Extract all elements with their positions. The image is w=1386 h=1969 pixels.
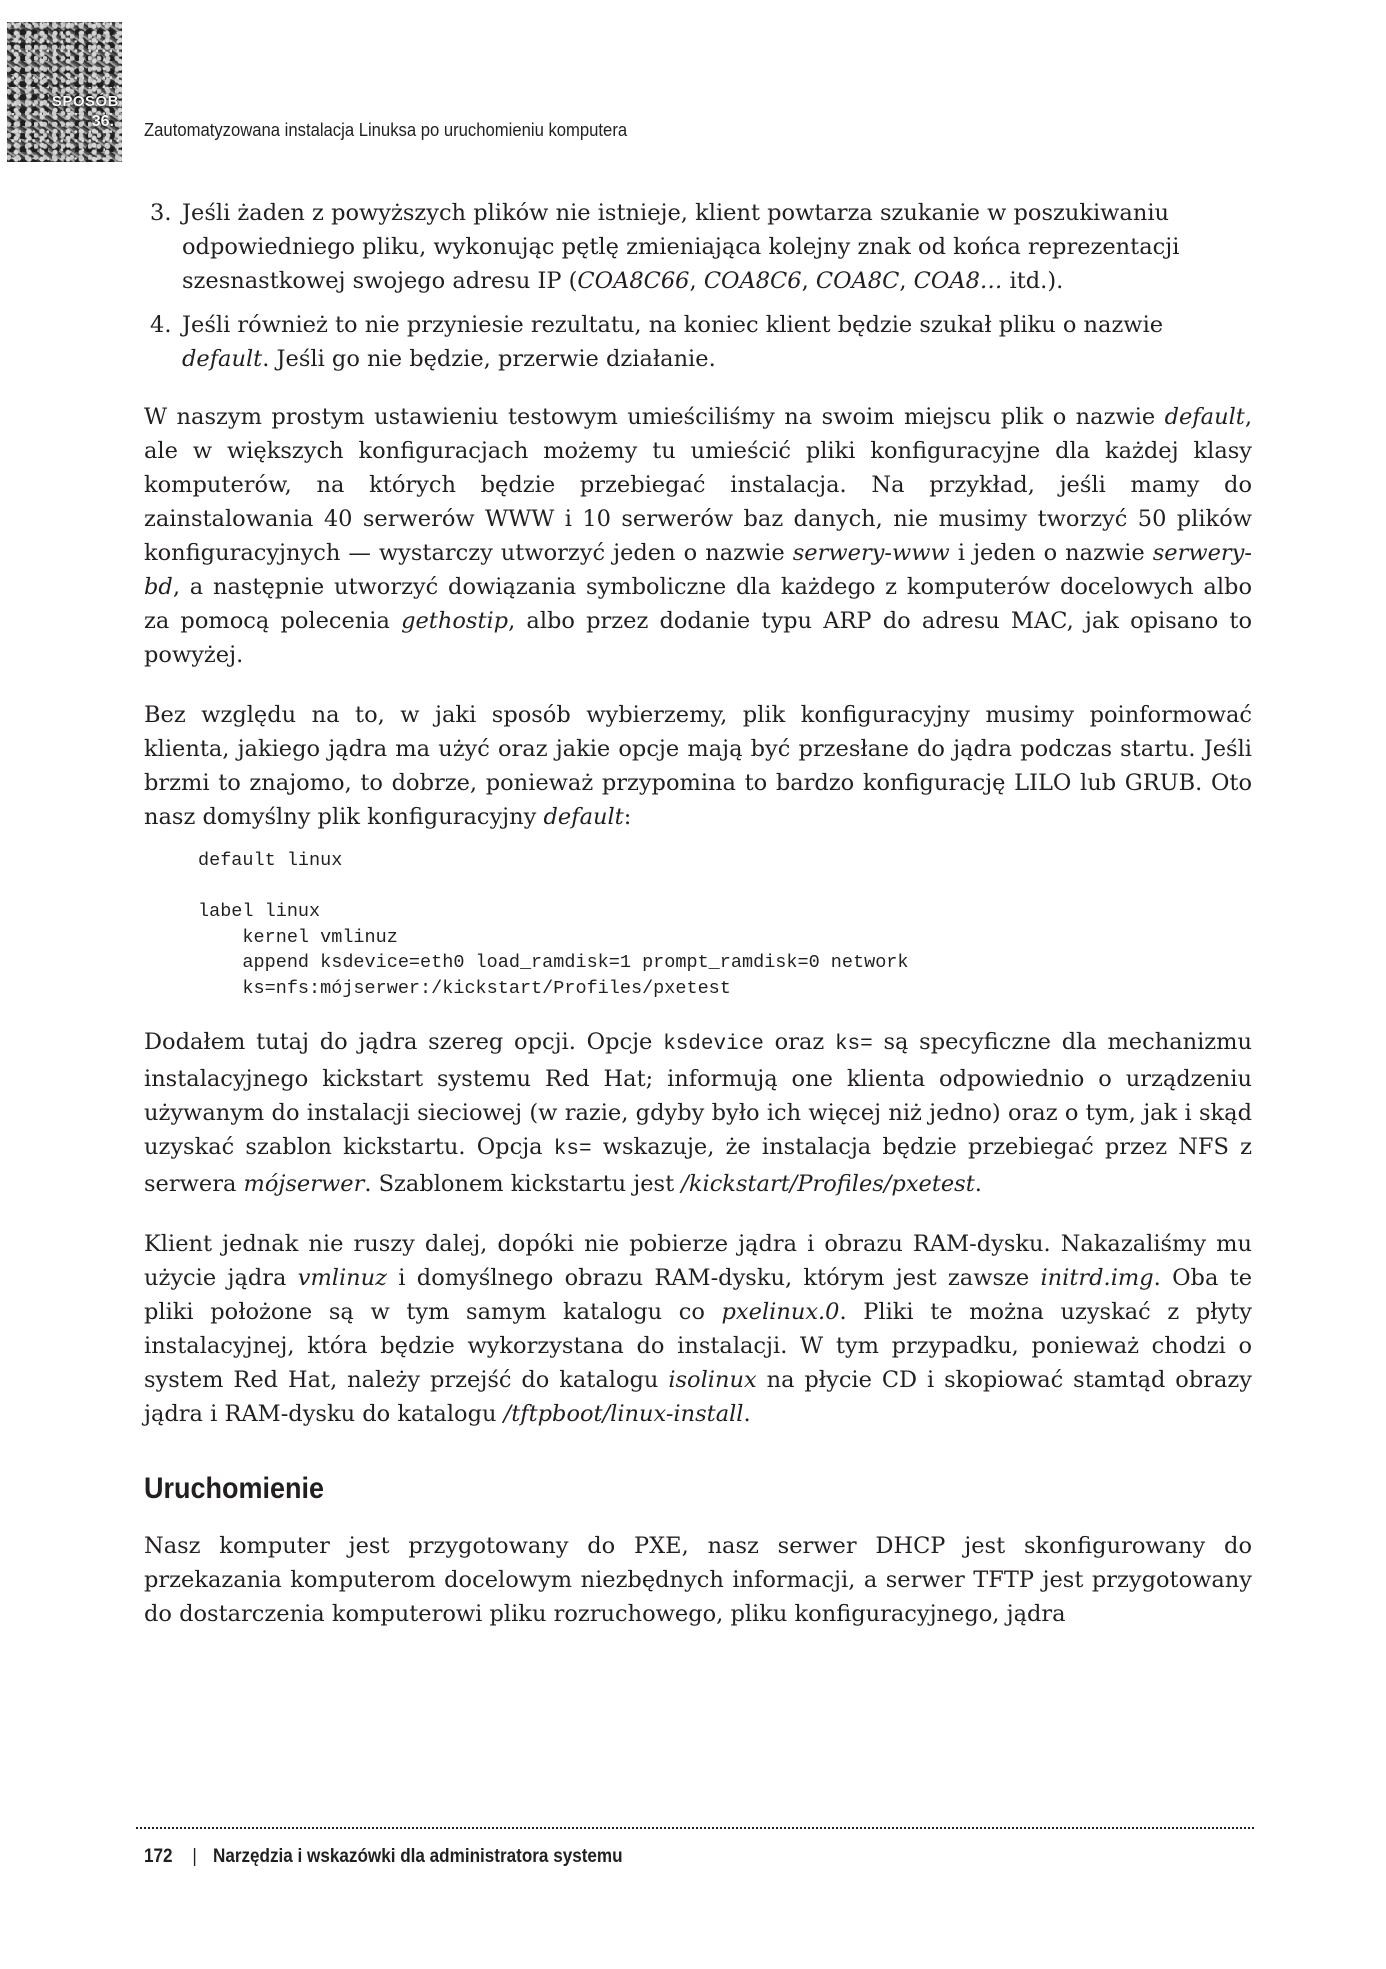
text-run: i domyślnego obrazu RAM-dysku, którym jest zawsze: [387, 1265, 1041, 1291]
italic-term: serwery-bd: [144, 540, 1252, 600]
text-run: .: [743, 1401, 751, 1427]
italic-term: serwery-www: [792, 540, 950, 566]
text-run: , a następnie utworzyć dowiązania symboliczne dla każdego z komputerów docelowych albo za pomocą polecenia: [144, 574, 1252, 634]
section-heading: Uruchomienie: [144, 1472, 325, 1505]
text-run: i jeden o nazwie: [949, 540, 1153, 566]
text-run: . Szablonem kickstartu jest: [364, 1171, 682, 1197]
text-run: . Oba te pliki położone są w tym samym katalogu co: [144, 1265, 1253, 1325]
text-run: :: [623, 804, 632, 830]
italic-term: /tftpboot/linux-install: [503, 1401, 744, 1427]
text-run: na płycie CD i skopiować stamtąd obrazy jądra i RAM-dysku do katalogu: [144, 1367, 1252, 1427]
text-run: ,: [801, 268, 816, 294]
paragraph: Nasz komputer jest przygotowany do PXE, nasz serwer DHCP jest skonfigurowany do przekazania komputerom docelowym niezbędnych informacji, a serwer TFTP jest przygotowany do dostarczenia komputerowi pliku rozruchowego, pliku konfiguracyjnego, jądra: [144, 1533, 1252, 1627]
paragraph: [144, 400, 1252, 672]
text-run: . Pliki te można uzyskać z płyty instalacyjnej, która będzie wykorzystana do instalacji. W tym przypadku, ponieważ chodzi o system Red Hat, należy przejść do katalogu: [144, 1299, 1252, 1393]
italic-term: gethostip: [401, 608, 509, 634]
text-run: . Jeśli go nie będzie, przerwie działanie.: [262, 346, 716, 372]
text-run: Jeśli również to nie przyniesie rezultatu, na koniec klient będzie szukał pliku o nazwie: [182, 312, 1164, 338]
page-content: [144, 196, 1252, 1657]
italic-term: COA8C6: [703, 268, 802, 294]
text-run: ,: [689, 268, 704, 294]
book-title: Narzędzia i wskazówki dla administratora systemu: [212, 1846, 623, 1867]
sposob-badge: [7, 22, 122, 162]
text-run: Bez względu na to, w jaki sposób wybierzemy, plik konfiguracyjny musimy poinformować klienta, jakiego jądra ma użyć oraz jakie opcje mają być przesłane do jądra podczas startu. Jeśli brzmi to znajomo, to dobrze, ponieważ przypomina to bardzo konfigurację LILO lub GRUB. Oto nasz domyślny plik konfiguracyjny: [144, 702, 1252, 830]
text-run: są specyficzne dla mechanizmu instalacyjnego kickstart systemu Red Hat; informują one klienta odpowiednio o urządzeniu używanym do instalacji sieciowej (w razie, gdyby było ich więcej niż jedno) oraz o tym, jak i skąd uzyskać szablon kickstartu. Opcja: [144, 1029, 1252, 1160]
footer-divider: [136, 1827, 1254, 1829]
list-item-number: 3.: [150, 200, 172, 226]
italic-term: /kickstart/Profiles/pxetest: [681, 1171, 975, 1197]
paragraph: [144, 1025, 1252, 1201]
badge-number: 36.: [91, 113, 114, 130]
text-run: oraz: [763, 1029, 835, 1055]
italic-term: COA8…: [913, 268, 1003, 294]
footer-separator: |: [192, 1846, 197, 1867]
text-run: ,: [899, 268, 914, 294]
italic-term: default: [543, 804, 624, 830]
badge-label: SPOSÓB: [51, 93, 119, 110]
text-run: , ale w większych konfiguracjach możemy tu umieścić pliki konfiguracyjne dla każdej klasy komputerów, na których będzie przebiegać instalacja. Na przykład, jeśli mamy do zainstalowania 40 serwerów WWW i 10 serwerów baz danych, nie musimy tworzyć 50 plików konfiguracyjnych — wystarczy utworzyć jeden o nazwie: [144, 404, 1252, 566]
list-item: [144, 308, 1252, 376]
text-run: Jeśli żaden z powyższych plików nie istnieje, klient powtarza szukanie w poszukiwaniu odpowiedniego pliku, wykonując pętlę zmieniająca kolejny znak od końca reprezentacji szesnastkowej swojego adresu IP (: [182, 200, 1180, 294]
list-item: [144, 196, 1252, 298]
italic-term: isolinux: [668, 1367, 757, 1393]
text-run: Dodałem tutaj do jądra szereg opcji. Opcje: [144, 1029, 664, 1055]
italic-term: default: [1164, 404, 1245, 430]
list-item-text: [182, 312, 1163, 372]
code-term: ks=: [834, 1033, 873, 1056]
paragraph: [144, 698, 1252, 834]
text-run: itd.).: [1002, 268, 1064, 294]
italic-term: default: [182, 346, 263, 372]
running-head-title: Zautomatyzowana instalacja Linuksa po uruchomieniu komputera: [144, 119, 628, 140]
text-run: .: [974, 1171, 982, 1197]
code-block: default linux label linux kernel vmlinuz append ksdevice=eth0 load_ramdisk=1 prompt_ramdisk=0 network ks=nfs:mójserwer:/kickstart/Profiles/pxetest: [198, 850, 909, 999]
paragraph: [144, 1227, 1252, 1431]
text-run: W naszym prostym ustawieniu testowym umieściliśmy na swoim miejscu plik o nazwie: [144, 404, 1165, 430]
code-term: ks=: [553, 1138, 592, 1161]
italic-term: vmlinuz: [297, 1265, 388, 1291]
text-run: , albo przez dodanie typu ARP do adresu MAC, jak opisano to powyżej.: [144, 608, 1253, 668]
list-item-number: 4.: [150, 312, 172, 338]
italic-term: mójserwer: [243, 1171, 365, 1197]
italic-term: COA8C66: [577, 268, 690, 294]
italic-term: initrd.img: [1040, 1265, 1154, 1291]
text-run: wskazuje, że instalacja będzie przebiegać przez NFS z serwera: [144, 1134, 1252, 1197]
text-run: Klient jednak nie ruszy dalej, dopóki nie pobierze jądra i obrazu RAM-dysku. Nakazaliśmy mu użycie jądra: [144, 1231, 1252, 1291]
code-term: ksdevice: [663, 1033, 764, 1056]
page-footer: [144, 1846, 623, 1868]
numbered-list: [144, 196, 1252, 376]
list-item-text: [182, 200, 1179, 294]
page-number: 172: [144, 1846, 173, 1867]
italic-term: COA8C: [815, 268, 900, 294]
italic-term: pxelinux.0: [721, 1299, 840, 1325]
